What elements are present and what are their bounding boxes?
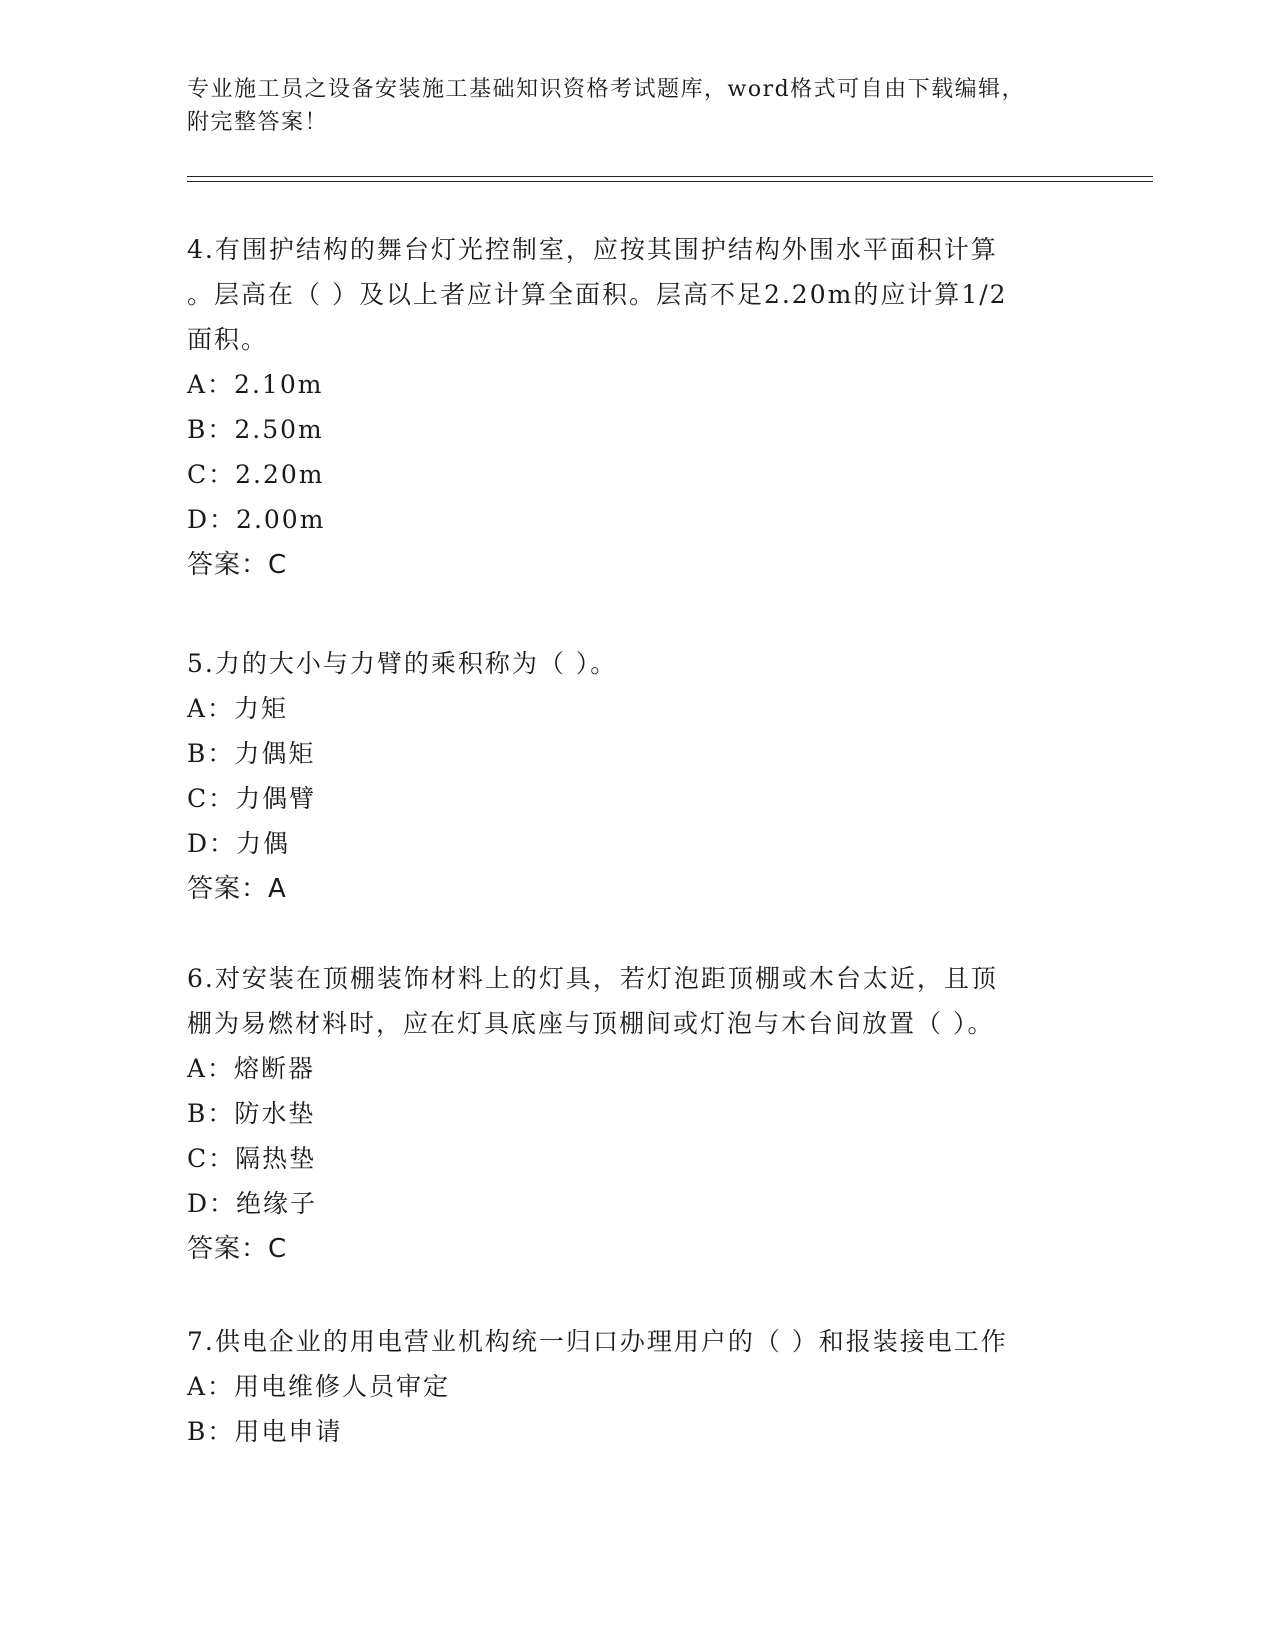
option-a: A：力矩 bbox=[187, 694, 289, 723]
option-c: C：2.20m bbox=[187, 460, 325, 489]
question-stem-line: 7.供电企业的用电营业机构统一归口办理用户的（ ）和报装接电工作 bbox=[187, 1327, 1008, 1356]
question-stem-line: 棚为易燃材料时，应在灯具底座与顶棚间或灯泡与木台间放置（ ）。 bbox=[187, 1009, 995, 1038]
option-d: D：绝缘子 bbox=[187, 1189, 318, 1218]
question-stem-line: 4.有围护结构的舞台灯光控制室，应按其围护结构外围水平面积计算 bbox=[187, 235, 998, 264]
option-b: B：力偶矩 bbox=[187, 739, 316, 768]
question-5 bbox=[187, 641, 1087, 912]
option-c: C：隔热垫 bbox=[187, 1144, 317, 1173]
option-a: A：用电维修人员审定 bbox=[187, 1372, 451, 1401]
option-c: C：力偶臂 bbox=[187, 784, 317, 813]
answer-line: 答案：C bbox=[187, 1234, 288, 1264]
header-line-1: 专业施工员之设备安装施工基础知识资格考试题库，word格式可自由下载编辑， bbox=[187, 77, 1026, 102]
option-b: B：防水垫 bbox=[187, 1099, 316, 1128]
option-b: B：2.50m bbox=[187, 415, 324, 444]
question-6 bbox=[187, 956, 1087, 1272]
document-header bbox=[187, 73, 1067, 139]
question-stem-line: 5.力的大小与力臂的乘积称为（ ）。 bbox=[187, 649, 618, 678]
answer-line: 答案：A bbox=[187, 874, 287, 904]
option-a: A：2.10m bbox=[187, 370, 324, 399]
option-a: A：熔断器 bbox=[187, 1054, 316, 1083]
header-divider-top bbox=[187, 176, 1153, 177]
option-b: B：用电申请 bbox=[187, 1417, 343, 1446]
header-line-2: 附完整答案！ bbox=[187, 110, 329, 135]
header-divider-bottom bbox=[187, 181, 1153, 182]
question-7 bbox=[187, 1319, 1087, 1454]
question-4 bbox=[187, 227, 1087, 588]
option-d: D：力偶 bbox=[187, 829, 291, 858]
question-stem-line: 面积。 bbox=[187, 325, 269, 354]
question-stem-line: 。层高在（ ）及以上者应计算全面积。层高不足2.20m的应计算1/2 bbox=[187, 280, 1008, 309]
answer-line: 答案：C bbox=[187, 550, 288, 580]
option-d: D：2.00m bbox=[187, 505, 326, 534]
question-stem-line: 6.对安装在顶棚装饰材料上的灯具，若灯泡距顶棚或木台太近，且顶 bbox=[187, 964, 998, 993]
